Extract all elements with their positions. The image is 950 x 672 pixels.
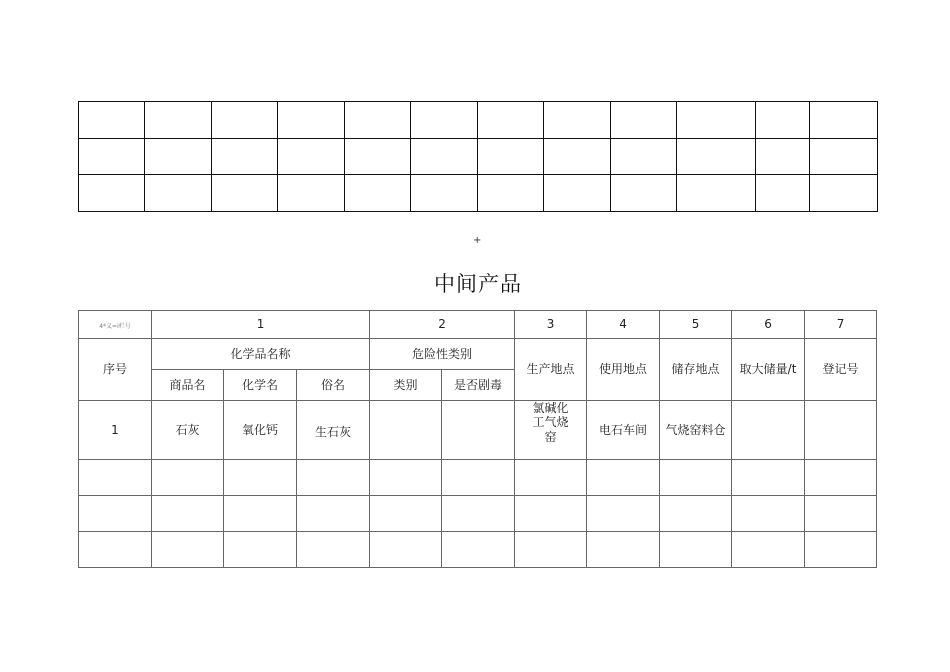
column-index-row: [79, 311, 877, 339]
header-category: 类别: [370, 370, 442, 401]
table-row: [79, 532, 877, 568]
cell-storage-site: 气烧窑料仓: [660, 401, 732, 460]
header-max-storage: 取大储量/t: [732, 339, 805, 401]
column-index-5: 5: [660, 311, 732, 339]
cell-chemical-name: 氧化钙: [224, 401, 297, 460]
header-hazard-group: 危险性类别: [370, 339, 515, 370]
cell-category: [370, 401, 442, 460]
column-index-3: 3: [515, 311, 587, 339]
cell-use-site: 电石车间: [587, 401, 660, 460]
cell-common-name: 生石灰: [297, 401, 370, 460]
header-production-site: 生产地点: [515, 339, 587, 401]
header-row-1: [79, 339, 877, 370]
empty-grid-table: [78, 101, 878, 212]
column-index-4: 4: [587, 311, 660, 339]
empty-row: [79, 175, 878, 212]
cell-seq: 1: [79, 401, 152, 460]
column-index-6: 6: [732, 311, 805, 339]
header-chemical-name-group: 化学品名称: [152, 339, 370, 370]
header-seq: 序号: [79, 339, 152, 401]
header-registration-number: 登记号: [805, 339, 877, 401]
header-use-site: 使用地点: [587, 339, 660, 401]
intermediate-products-table: [78, 310, 877, 568]
table-row: [79, 496, 877, 532]
header-trade-name: 商品名: [152, 370, 224, 401]
header-highly-toxic: 是否剧毒: [442, 370, 515, 401]
header-common-name: 俗名: [297, 370, 370, 401]
cell-production-site: 氯碱化工气烧窑: [515, 401, 587, 460]
table-row: [79, 460, 877, 496]
cell-highly-toxic: [442, 401, 515, 460]
header-chemical-name: 化学名: [224, 370, 297, 401]
cell-trade-name: 石灰: [152, 401, 224, 460]
section-title: 中间产品: [434, 272, 522, 296]
column-index-7: 7: [805, 311, 877, 339]
cell-registration-number: [805, 401, 877, 460]
column-index-1: 1: [152, 311, 370, 339]
header-storage-site: 储存地点: [660, 339, 732, 401]
cell-max-storage: [732, 401, 805, 460]
empty-row: [79, 102, 878, 139]
column-index-2: 2: [370, 311, 515, 339]
section-marker: +: [473, 235, 482, 246]
table-row: [79, 401, 877, 460]
empty-row: [79, 138, 878, 175]
column-index-label: 4*义=i栏号: [79, 311, 152, 339]
